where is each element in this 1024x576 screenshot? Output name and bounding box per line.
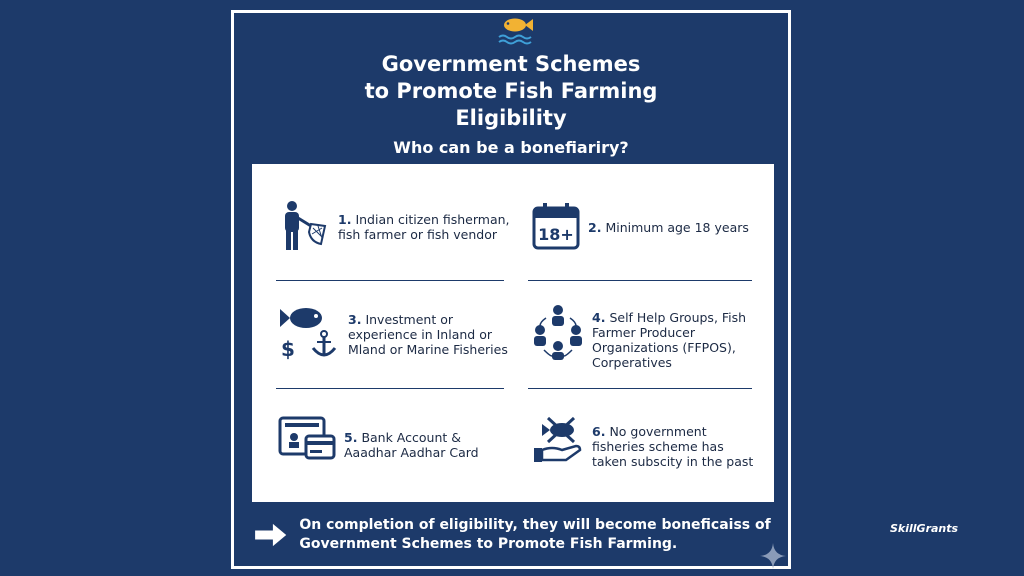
eligibility-item-3: [278, 304, 518, 360]
eligibility-card: [252, 164, 774, 502]
page-title: [234, 51, 788, 132]
footer-note: [254, 510, 774, 560]
divider: [528, 388, 752, 389]
divider: [276, 388, 504, 389]
fish-waves-icon: [495, 13, 535, 49]
svg-text:18+: 18+: [538, 225, 574, 244]
title-line-3: Eligibility: [455, 106, 567, 130]
eligibility-text-3: 3. Investment or experience in Inland or Mland or Marine Fisheries: [348, 312, 508, 357]
footer-text: On completion of eligibility, they will become boneficaiss of Government Schemes to Promote Fish Farming.: [299, 517, 771, 552]
eligibility-text-5: 5. Bank Account & Aaadhar Aadhar Card: [344, 430, 479, 460]
no-fish-hand-icon: [532, 416, 584, 464]
fisherman-net-icon: [278, 200, 330, 252]
eligibility-item-4: [532, 304, 764, 370]
title-line-2: to Promote Fish Farming: [364, 79, 658, 103]
eligibility-text-6: 6. No government fisheries scheme has taken subscity in the past: [592, 424, 754, 469]
fish-dollar-anchor-icon: [278, 304, 340, 360]
id-card-icon: [278, 416, 336, 460]
eligibility-item-5: [278, 416, 518, 460]
eligibility-item-6: [532, 416, 764, 469]
sparkle-icon: [760, 543, 786, 569]
eligibility-item-2: [532, 202, 762, 250]
eligibility-text-4: 4. Self Help Groups, Fish Farmer Producer Organizations (FFPOS), Corperatives: [592, 310, 747, 370]
group-people-icon: [532, 304, 584, 360]
subtitle: Who can be a bonefiariry?: [393, 138, 629, 157]
eligibility-panel: [231, 10, 791, 569]
watermark-logo: SkillGrants: [890, 522, 959, 535]
calendar-18-icon: [532, 202, 580, 250]
eligibility-text-1: 1. Indian citizen fisherman, fish farmer or fish vendor: [338, 212, 510, 242]
arrow-right-icon: [254, 513, 287, 557]
svg-text:$: $: [281, 337, 295, 360]
divider: [528, 280, 752, 281]
title-line-1: Government Schemes: [381, 52, 641, 76]
eligibility-item-1: [278, 200, 518, 252]
eligibility-text-2: 2. Minimum age 18 years: [588, 220, 749, 235]
divider: [276, 280, 504, 281]
